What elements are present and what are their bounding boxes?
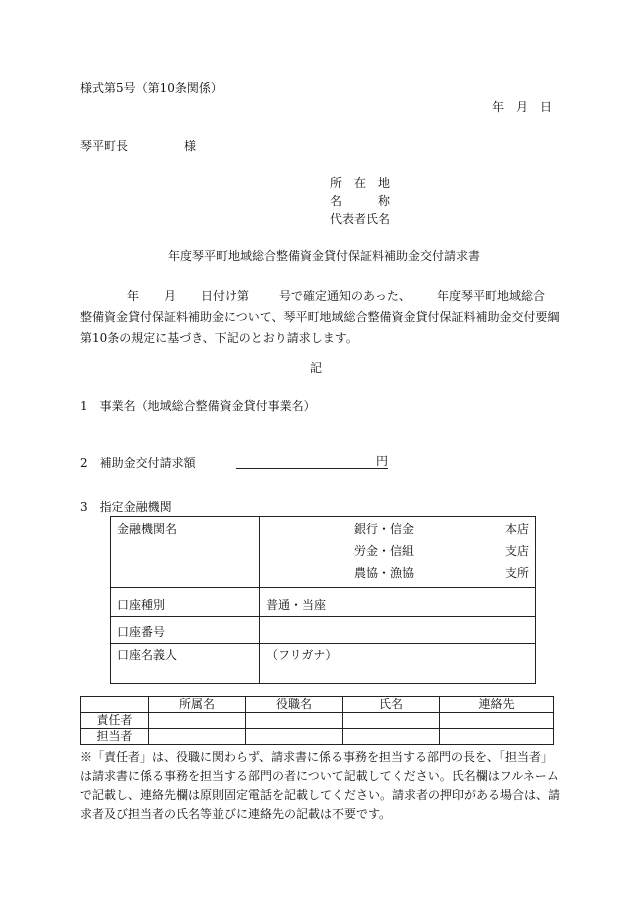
affiliation-cell[interactable] [149, 713, 246, 729]
ki-heading: 記 [310, 361, 323, 375]
bank-type-2: 労金・信組 [354, 544, 415, 558]
body-line-2: 整備資金貸付保証料補助金について、琴平町地域総合整備資金貸付保証料補助金交付要綱 [80, 310, 560, 324]
body-month: 月 [164, 289, 177, 303]
institution-cell[interactable] [260, 517, 536, 588]
address-label: 所 在 地 [330, 176, 391, 190]
institution-label: 金融機関名 [111, 517, 260, 588]
date-line: 年 月 日 [492, 100, 553, 114]
row-label-contact-person: 担当者 [81, 729, 149, 745]
yen-unit: 円 [376, 454, 389, 468]
account-number-label: 口座番号 [111, 617, 260, 644]
item-1: 1 事業名（地域総合整備資金貸付事業名） [80, 399, 316, 413]
table-row [81, 713, 554, 729]
account-type-label: 口座種別 [111, 588, 260, 617]
name-cell[interactable] [343, 729, 440, 745]
header-name: 氏名 [343, 697, 440, 713]
account-holder-label: 口座名義人 [111, 644, 260, 684]
bank-table [110, 516, 536, 684]
row-label-responsible: 責任者 [81, 713, 149, 729]
branch-type-2: 支店 [504, 544, 529, 558]
document-title: 年度琴平町地域総合整備資金貸付保証料補助金交付請求書 [168, 249, 481, 263]
position-cell[interactable] [246, 713, 343, 729]
form-number: 様式第5号（第10条関係） [80, 81, 223, 95]
position-cell[interactable] [246, 729, 343, 745]
body-year: 年 [127, 289, 140, 303]
footnote [80, 748, 561, 824]
footnote-line: ※「責任者」は、役職に関わらず、請求書に係る事務を担当する部門の長を、「担当者」 [80, 750, 554, 764]
footnote-line: は請求書に係る事務を担当する部門の者について記載してください。氏名欄はフルネーム [80, 769, 559, 783]
header-affiliation: 所属名 [149, 697, 246, 713]
header-blank [81, 697, 149, 713]
body-confirm: 号で確定通知のあった、 [279, 289, 411, 303]
account-holder-field[interactable]: （フリガナ） [260, 644, 536, 684]
item-3: 3 指定金融機関 [80, 500, 172, 514]
affiliation-cell[interactable] [149, 729, 246, 745]
body-fiscal-year: 年度琴平町地域総合 [437, 289, 546, 303]
bank-type-1: 銀行・信金 [354, 522, 415, 536]
contact-cell[interactable] [440, 729, 554, 745]
item-2: 2 補助金交付請求額 [80, 456, 196, 470]
amount-field[interactable] [236, 468, 388, 469]
name-cell[interactable] [343, 713, 440, 729]
addressee: 琴平町長 [80, 139, 129, 153]
footnote-line: 求者及び担当者の氏名等並びに連絡先の記載は不要です。 [80, 807, 392, 821]
staff-table [80, 696, 554, 745]
body-day-no: 日付け第 [201, 289, 250, 303]
contact-cell[interactable] [440, 713, 554, 729]
request-body [80, 286, 560, 349]
header-position: 役職名 [246, 697, 343, 713]
footnote-line: で記載し、連絡先欄は原則固定電話を記載してください。請求者の押印がある場合は、請 [80, 788, 561, 802]
table-row [81, 729, 554, 745]
name-label: 名 称 [330, 194, 391, 208]
branch-type-1: 本店 [504, 522, 529, 536]
account-number-field[interactable] [260, 617, 536, 644]
header-contact: 連絡先 [440, 697, 554, 713]
branch-type-3: 支所 [504, 566, 529, 580]
representative-label: 代表者氏名 [330, 212, 391, 226]
bank-type-3: 農協・漁協 [354, 566, 415, 580]
body-line-3: 第10条の規定に基づき、下記のとおり請求します。 [80, 331, 358, 345]
account-type-value[interactable]: 普通・当座 [260, 588, 536, 617]
honorific: 様 [184, 139, 197, 153]
